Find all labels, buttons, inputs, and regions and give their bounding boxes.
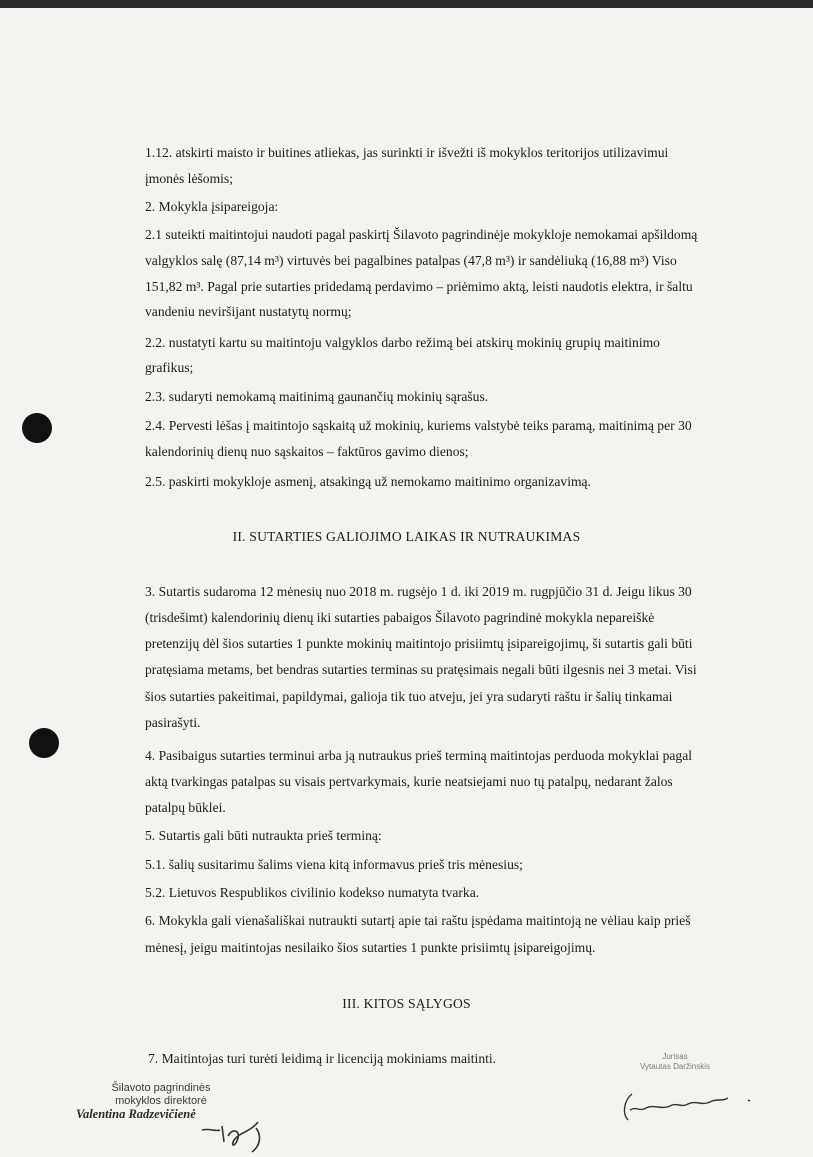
director-title-line: Šilavoto pagrindinės [111, 1082, 211, 1094]
paragraph-2-2-line: 2.2. nustatyti kartu su maitintoju valgyklos darbo režimą bei atskirų mokinių grupių maitinimo [145, 335, 660, 350]
paragraph-5: 5. Sutartis gali būti nutraukta prieš terminą: [145, 828, 382, 843]
caterer-title-line: Jurisas [662, 1052, 688, 1061]
paragraph-2-1-line: 151,82 m³. Pagal prie sutarties pridedamą perdavimo – priėmimo aktą, leisti naudotis elektra, ir šaltu [145, 279, 693, 294]
paragraph-2-3: 2.3. sudaryti nemokamą maitinimą gaunančių mokinių sąrašus. [145, 389, 489, 404]
paragraph-2-4-line: kalendorinių dienų nuo sąskaitos – faktūros gavimo dienos; [145, 444, 469, 459]
paragraph-2-2-line: grafikus; [145, 360, 194, 375]
paragraph-2-1-line: vandeniu neviršijant nustatytų normų; [145, 304, 352, 319]
paragraph-4-line: aktą tvarkingas patalpas su visais pertvarkymais, kurie neatsiejami nuo tų patalpų, nedarant žalos [145, 774, 673, 789]
paragraph-3-line: (trisdešimt) kalendorinių dienų iki sutarties pabaigos Šilavoto pagrindinė mokykla nepareiškė [145, 610, 655, 625]
paragraph-3-line: pasirašyti. [145, 715, 201, 730]
paragraph-4-line: 4. Pasibaigus sutarties terminui arba ją nutraukus prieš terminą maitintojas perduoda mokyklai pagal [145, 748, 693, 763]
paragraph-3-line: pratęsiama metams, bet bendras sutarties terminas su pratęsimais negali būti ilgesnis nei 3 metai. Visi [145, 662, 697, 677]
paragraph-2: 2. Mokykla įsipareigoja: [145, 199, 279, 214]
paragraph-3-line: 3. Sutartis sudaroma 12 mėnesių nuo 2018 m. rugsėjo 1 d. iki 2019 m. rugpjūčio 31 d. Jeigu likus 30 [145, 584, 692, 599]
paragraph-2-1-line: 2.1 suteikti maitintojui naudoti pagal paskirtį Šilavoto pagrindinėje mokykloje nemokamai apšildomą [145, 227, 698, 242]
paragraph-1-12-line: įmonės lėšomis; [145, 171, 233, 186]
section-heading: III. KITOS SĄLYGOS [342, 996, 471, 1011]
punch-hole [22, 413, 52, 443]
caterer-signature-scribble [618, 1088, 778, 1124]
paragraph-2-5: 2.5. paskirti mokykloje asmenį, atsakingą už nemokamo maitinimo organizavimą. [145, 474, 591, 489]
paragraph-2-1-line: valgyklos salę (87,14 m³) virtuvės bei pagalbines patalpas (47,8 m³) ir sandėliuką (16,88 m³) Viso [145, 253, 677, 268]
caterer-title-line: Vytautas Daržinskis [640, 1062, 710, 1071]
paragraph-6-line: 6. Mokykla gali vienašališkai nutraukti sutartį apie tai raštu įspėdama maitintoją ne vėliau kaip prieš [145, 913, 691, 928]
paragraph-5-1: 5.1. šalių susitarimu šalims viena kitą informavus prieš tris mėnesius; [145, 857, 523, 872]
paragraph-3-line: šios sutarties pakeitimai, papildymai, galioja tik tuo atveju, jei yra sudaryti raštu ir šalių tinkamai [145, 689, 673, 704]
scan-edge [0, 0, 813, 8]
paragraph-5-2: 5.2. Lietuvos Respublikos civilinio kodekso numatyta tvarka. [145, 885, 480, 900]
director-signature-scribble [200, 1118, 270, 1154]
punch-hole [29, 728, 59, 758]
paragraph-6-line: mėnesį, jeigu maitintojas nesilaiko šios sutarties 1 punkte prisiimtų įsipareigojimų. [145, 940, 596, 955]
paragraph-3-line: pretenzijų dėl šios sutarties 1 punkte mokinių maitintojo prisiimtų įsipareigojimų, ši sutartis gali būti [145, 636, 693, 651]
paragraph-1-12-line: 1.12. atskirti maisto ir buitines atliekas, jas surinkti ir išvežti iš mokyklos teritorijos utilizavimui [145, 145, 669, 160]
paragraph-2-4-line: 2.4. Pervesti lėšas į maitintojo sąskaitą už mokinių, kuriems valstybė teiks paramą, maitinimą per 30 [145, 418, 692, 433]
paragraph-4-line: patalpų būklei. [145, 800, 226, 815]
director-title-line: mokyklos direktorė [115, 1095, 207, 1107]
director-name: Valentina Radzevičienė [76, 1107, 196, 1121]
paragraph-7: 7. Maitintojas turi turėti leidimą ir licenciją mokiniams maitinti. [148, 1051, 497, 1066]
section-heading: II. SUTARTIES GALIOJIMO LAIKAS IR NUTRAUKIMAS [232, 529, 581, 544]
director-signature-block [76, 1082, 246, 1121]
caterer-signature-block [610, 1052, 740, 1072]
